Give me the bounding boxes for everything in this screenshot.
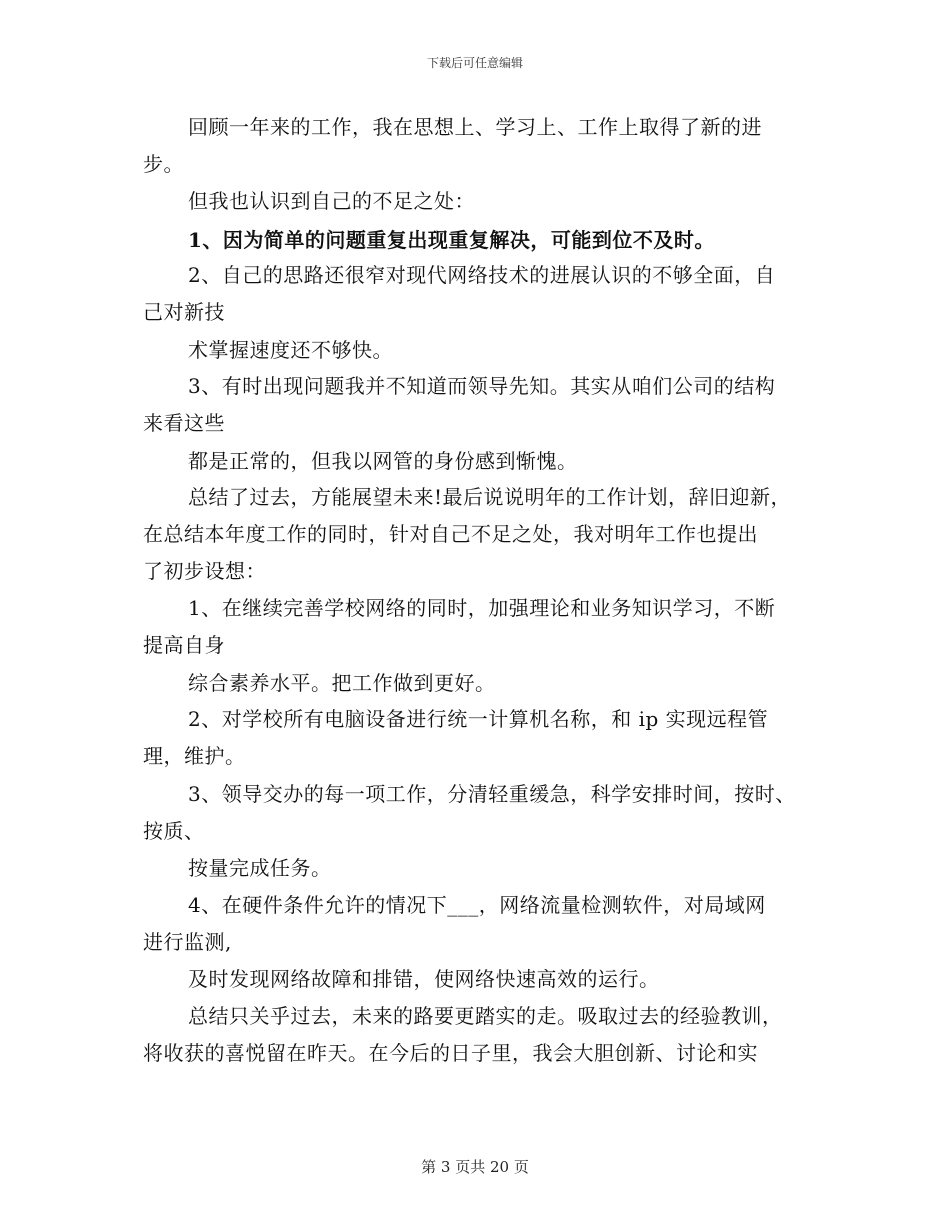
text-line: 按量完成任务。	[188, 856, 332, 880]
text-line: 都是正常的，但我以网管的身份感到惭愧。	[188, 449, 578, 473]
page-footer: 第 3 页共 20 页	[421, 1158, 529, 1176]
text-line: 提高自身	[143, 633, 225, 657]
page-header: 下载后可任意编辑	[426, 56, 523, 70]
text-line: 3、有时出现问题我并不知道而领导先知。其实从咱们公司的结构	[188, 374, 776, 398]
text-line: 3、领导交办的每一项工作，分清轻重缓急，科学安排时间，按时、	[188, 782, 796, 806]
text-line: 己对新技	[143, 300, 225, 324]
text-line: 在总结本年度工作的同时，针对自己不足之处，我对明年工作也提出	[143, 522, 758, 546]
text-line: 但我也认识到自己的不足之处：	[188, 189, 475, 213]
text-line: 术掌握速度还不够快。	[188, 338, 393, 362]
text-line: 总结了过去，方能展望未来!最后说说明年的工作计划，辞旧迎新，	[188, 485, 792, 509]
text-line: 1、在继续完善学校网络的同时，加强理论和业务知识学习，不断	[188, 596, 776, 620]
text-line: 及时发现网络故障和排错，使网络快速高效的运行。	[188, 967, 660, 991]
text-line: 理，维护。	[143, 744, 246, 768]
text-line: 2、自己的思路还很窄对现代网络技术的进展认识的不够全面，自	[188, 263, 776, 287]
text-line: 2、对学校所有电脑设备进行统一计算机名称，和 ip 实现远程管	[188, 707, 769, 731]
text-line: 4、在硬件条件允许的情况下___，网络流量检测软件，对局域网	[188, 893, 766, 917]
text-line: 将收获的喜悦留在昨天。在今后的日子里，我会大胆创新、讨论和实	[143, 1041, 758, 1065]
text-line: 来看这些	[143, 411, 225, 435]
text-line: 步。	[143, 152, 184, 176]
text-line: 综合素养水平。把工作做到更好。	[188, 671, 496, 695]
text-line: 进行监测,	[143, 930, 232, 954]
text-line: 了初步设想：	[143, 559, 266, 583]
text-line-bold: 1、因为简单的问题重复出现重复解决，可能到位不及时。	[188, 228, 715, 252]
text-line: 按质、	[143, 819, 205, 843]
text-line: 总结只关乎过去，未来的路要更踏实的走。吸取过去的经验教训，	[188, 1004, 783, 1028]
text-line: 回顾一年来的工作，我在思想上、学习上、工作上取得了新的进	[188, 115, 762, 139]
